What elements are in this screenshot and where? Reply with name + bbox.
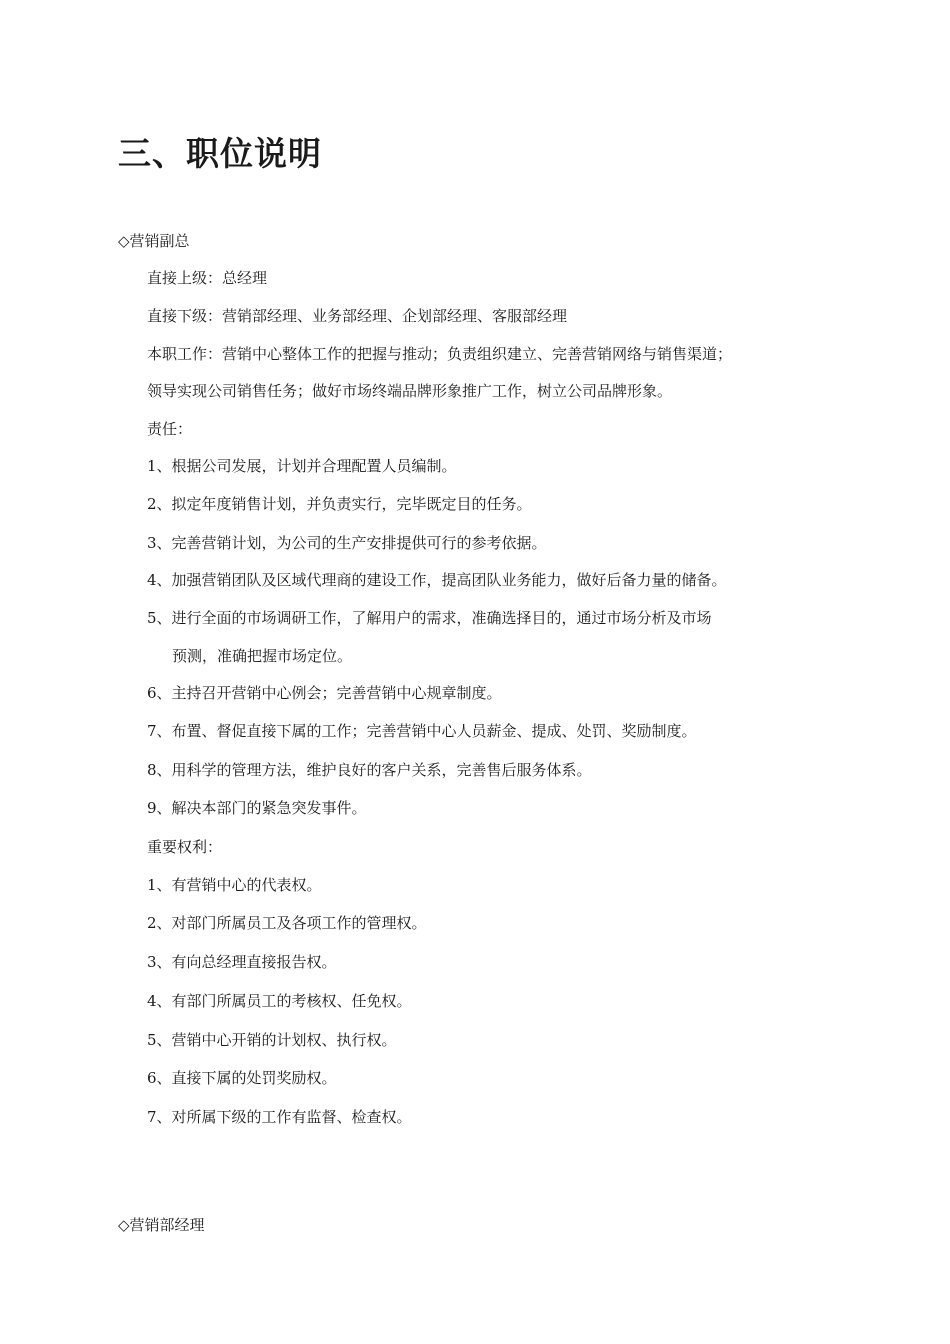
job-duty-line-1: 本职工作：营销中心整体工作的把握与推动；负责组织建立、完善营销网络与销售渠道；: [147, 345, 733, 363]
responsibility-item: 5、进行全面的市场调研工作，了解用户的需求，准确选择目的，通过市场分析及市场: [147, 609, 712, 627]
responsibility-item: 4、加强营销团队及区域代理商的建设工作，提高团队业务能力，做好后备力量的储备。: [147, 571, 727, 589]
responsibility-item: 8、用科学的管理方法，维护良好的客户关系，完善售后服务体系。: [147, 761, 592, 779]
direct-superior: 直接上级：总经理: [147, 269, 268, 287]
right-item: 6、直接下属的处罚奖励权。: [147, 1069, 337, 1087]
direct-subordinates: 直接下级：营销部经理、业务部经理、企划部经理、客服部经理: [147, 307, 568, 325]
responsibility-label: 责任：: [147, 420, 193, 438]
responsibility-item: 9、解决本部门的紧急突发事件。: [147, 799, 367, 817]
job-duty-line-2: 领导实现公司销售任务；做好市场终端品牌形象推广工作，树立公司品牌形象。: [147, 382, 673, 400]
right-item: 3、有向总经理直接报告权。: [147, 953, 337, 971]
right-item: 5、营销中心开销的计划权、执行权。: [147, 1031, 397, 1049]
right-item: 4、有部门所属员工的考核权、任免权。: [147, 992, 412, 1010]
responsibility-item: 3、完善营销计划，为公司的生产安排提供可行的参考依据。: [147, 534, 547, 552]
rights-label: 重要权利：: [147, 838, 223, 856]
page-title: 三、职位说明: [118, 134, 322, 173]
responsibility-item: 1、根据公司发展，计划并合理配置人员编制。: [147, 457, 457, 475]
section-heading-marketing-manager: ◇营销部经理: [118, 1216, 205, 1234]
right-item: 2、对部门所属员工及各项工作的管理权。: [147, 914, 427, 932]
responsibility-item: 6、主持召开营销中心例会；完善营销中心规章制度。: [147, 684, 502, 702]
responsibility-item: 7、布置、督促直接下属的工作；完善营销中心人员薪金、提成、处罚、奖励制度。: [147, 722, 697, 740]
right-item: 7、对所属下级的工作有监督、检查权。: [147, 1108, 412, 1126]
responsibility-item: 2、拟定年度销售计划，并负责实行，完毕既定目的任务。: [147, 495, 532, 513]
section-heading-vp-marketing: ◇营销副总: [118, 232, 190, 250]
right-item: 1、有营销中心的代表权。: [147, 876, 322, 894]
responsibility-item-continuation: 预测，准确把握市场定位。: [172, 647, 353, 665]
